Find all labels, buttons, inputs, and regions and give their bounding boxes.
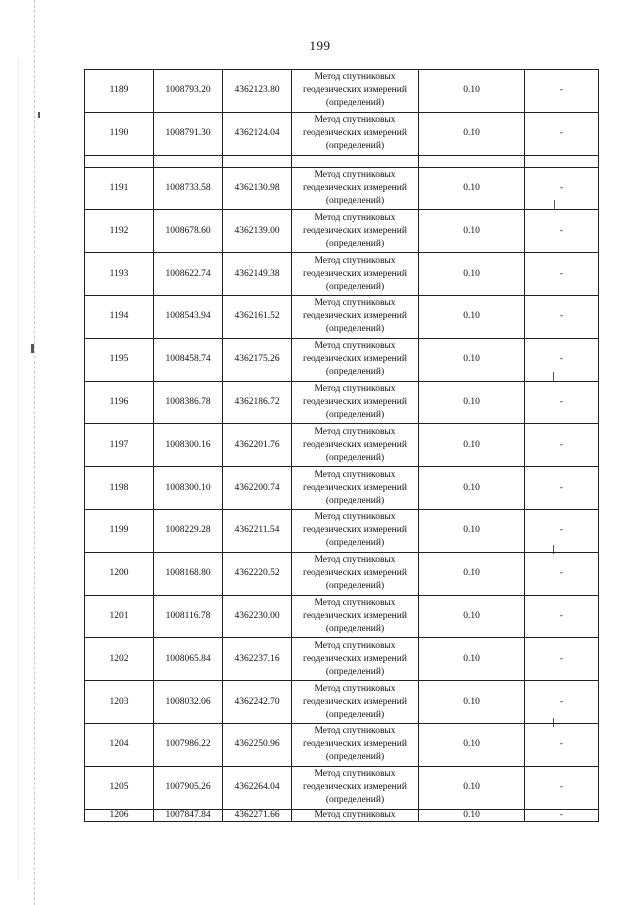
method-cell: Метод спутниковых геодезических измерений (определений) [292,381,419,424]
note-cell: - [525,253,599,296]
y-coordinate-cell: 4362211.54 [223,509,292,552]
table-row [85,167,599,210]
note-cell: - [525,338,599,381]
method-cell: Метод спутниковых геодезических измерений (определений) [292,338,419,381]
point-number-cell: 1190 [85,112,154,155]
blank-cell [419,155,525,167]
method-cell: Метод спутниковых геодезических измерений (определений) [292,638,419,681]
x-coordinate-cell: 1008543.94 [154,295,223,338]
note-cell: - [525,723,599,766]
point-number-cell: 1202 [85,638,154,681]
x-coordinate-cell: 1008386.78 [154,381,223,424]
point-number-cell: 1191 [85,167,154,210]
y-coordinate-cell: 4362264.04 [223,766,292,809]
table-row [85,723,599,766]
method-cell: Метод спутниковых геодезических измерений (определений) [292,167,419,210]
method-cell: Метод спутниковых геодезических измерений (определений) [292,509,419,552]
table-row [85,295,599,338]
y-coordinate-cell: 4362149.38 [223,253,292,296]
point-number-cell: 1195 [85,338,154,381]
x-coordinate-cell: 1008065.84 [154,638,223,681]
x-coordinate-cell: 1008791.30 [154,112,223,155]
accuracy-cell: 0.10 [419,552,525,595]
method-cell: Метод спутниковых геодезических измерений (определений) [292,723,419,766]
coordinates-table [84,69,599,822]
accuracy-cell: 0.10 [419,70,525,113]
table-row [85,70,599,113]
point-number-cell: 1201 [85,595,154,638]
x-coordinate-cell: 1008300.10 [154,467,223,510]
scan-speck [38,112,40,118]
x-coordinate-cell: 1008733.58 [154,167,223,210]
table-row [85,509,599,552]
accuracy-cell: 0.10 [419,295,525,338]
scan-edge-line [18,60,19,880]
accuracy-cell: 0.10 [419,112,525,155]
point-number-cell: 1198 [85,467,154,510]
table-row [85,112,599,155]
accuracy-cell: 0.10 [419,381,525,424]
table-row [85,766,599,809]
note-cell: - [525,681,599,724]
x-coordinate-cell: 1008116.78 [154,595,223,638]
note-cell: - [525,167,599,210]
y-coordinate-cell: 4362123.80 [223,70,292,113]
blank-row [85,155,599,167]
blank-cell [154,155,223,167]
table-row [85,338,599,381]
accuracy-cell: 0.10 [419,723,525,766]
method-cell: Метод спутниковых геодезических измерений (определений) [292,467,419,510]
blank-cell [223,155,292,167]
blank-cell [525,155,599,167]
x-coordinate-cell: 1008678.60 [154,210,223,253]
point-number-cell: 1194 [85,295,154,338]
table-row [85,210,599,253]
method-cell: Метод спутниковых геодезических измерений (определений) [292,552,419,595]
table-row [85,253,599,296]
method-cell: Метод спутниковых геодезических измерений (определений) [292,595,419,638]
x-coordinate-cell: 1008300.16 [154,424,223,467]
note-cell: - [525,509,599,552]
y-coordinate-cell: 4362124.04 [223,112,292,155]
note-cell: - [525,70,599,113]
method-cell: Метод спутниковых геодезических измерений (определений) [292,295,419,338]
y-coordinate-cell: 4362139.00 [223,210,292,253]
table-row [85,552,599,595]
y-coordinate-cell: 4362161.52 [223,295,292,338]
scan-speck [31,344,34,353]
table-row [85,381,599,424]
y-coordinate-cell: 4362200.74 [223,467,292,510]
point-number-cell: 1199 [85,509,154,552]
accuracy-cell: 0.10 [419,509,525,552]
x-coordinate-cell: 1008229.28 [154,509,223,552]
note-cell: - [525,210,599,253]
point-number-cell: 1204 [85,723,154,766]
table-row [85,681,599,724]
note-cell: - [525,766,599,809]
point-number-cell: 1196 [85,381,154,424]
note-cell: - [525,638,599,681]
accuracy-cell: 0.10 [419,253,525,296]
accuracy-cell: 0.10 [419,638,525,681]
accuracy-cell: 0.10 [419,681,525,724]
accuracy-cell: 0.10 [419,766,525,809]
point-number-cell: 1189 [85,70,154,113]
table-row [85,424,599,467]
note-cell: - [525,295,599,338]
note-cell: - [525,424,599,467]
y-coordinate-cell: 4362186.72 [223,381,292,424]
y-coordinate-cell: 4362201.76 [223,424,292,467]
page-number: 199 [309,38,331,53]
y-coordinate-cell: 4362175.26 [223,338,292,381]
x-coordinate-cell: 1007847.84 [154,809,223,821]
blank-cell [292,155,419,167]
method-cell: Метод спутниковых геодезических измерений (определений) [292,112,419,155]
x-coordinate-cell: 1008168.80 [154,552,223,595]
y-coordinate-cell: 4362220.52 [223,552,292,595]
accuracy-cell: 0.10 [419,210,525,253]
accuracy-cell: 0.10 [419,595,525,638]
note-cell: - [525,552,599,595]
method-cell: Метод спутниковых геодезических измерений (определений) [292,253,419,296]
x-coordinate-cell: 1008793.20 [154,70,223,113]
note-cell: - [525,809,599,821]
table-row [85,467,599,510]
method-cell: Метод спутниковых геодезических измерений (определений) [292,681,419,724]
accuracy-cell: 0.10 [419,167,525,210]
note-cell: - [525,467,599,510]
method-cell: Метод спутниковых геодезических измерений (определений) [292,424,419,467]
note-cell: - [525,381,599,424]
accuracy-cell: 0.10 [419,424,525,467]
note-cell: - [525,112,599,155]
point-number-cell: 1200 [85,552,154,595]
x-coordinate-cell: 1007986.22 [154,723,223,766]
x-coordinate-cell: 1008622.74 [154,253,223,296]
y-coordinate-cell: 4362250.96 [223,723,292,766]
accuracy-cell: 0.10 [419,338,525,381]
x-coordinate-cell: 1008458.74 [154,338,223,381]
method-cell: Метод спутниковых геодезических измерений (определений) [292,766,419,809]
note-cell: - [525,595,599,638]
accuracy-cell: 0.10 [419,467,525,510]
x-coordinate-cell: 1007905.26 [154,766,223,809]
point-number-cell: 1205 [85,766,154,809]
table-row [85,595,599,638]
point-number-cell: 1193 [85,253,154,296]
table-row [85,638,599,681]
y-coordinate-cell: 4362271.66 [223,809,292,821]
accuracy-cell: 0.10 [419,809,525,821]
point-number-cell: 1192 [85,210,154,253]
y-coordinate-cell: 4362230.00 [223,595,292,638]
method-cell: Метод спутниковых геодезических измерений (определений) [292,70,419,113]
scan-edge-line [34,0,35,905]
point-number-cell: 1197 [85,424,154,467]
table-row [85,809,599,821]
y-coordinate-cell: 4362237.16 [223,638,292,681]
x-coordinate-cell: 1008032.06 [154,681,223,724]
y-coordinate-cell: 4362130.98 [223,167,292,210]
point-number-cell: 1206 [85,809,154,821]
method-cell: Метод спутниковых геодезических измерений (определений) [292,210,419,253]
y-coordinate-cell: 4362242.70 [223,681,292,724]
point-number-cell: 1203 [85,681,154,724]
blank-cell [85,155,154,167]
method-cell: Метод спутниковых [292,809,419,821]
